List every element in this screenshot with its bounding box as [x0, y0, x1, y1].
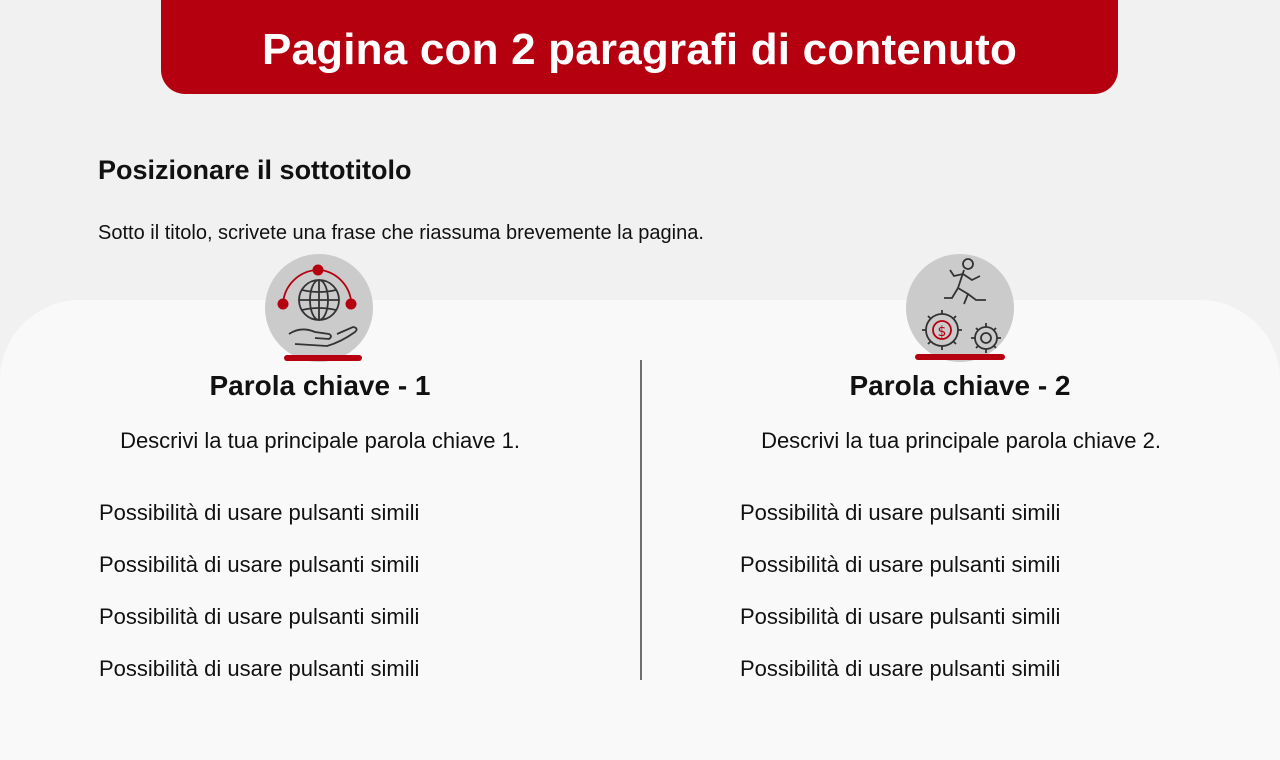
- list-item: Possibilità di usare pulsanti simili: [740, 552, 1061, 577]
- title-banner: [161, 0, 1118, 94]
- button-list-1: [99, 498, 419, 706]
- summary-text: Sotto il titolo, scrivete una frase che riassuma brevemente la pagina.: [98, 222, 704, 244]
- svg-text:$: $: [937, 324, 947, 340]
- icon-underline-1: [284, 355, 362, 361]
- column-divider: [640, 360, 642, 680]
- list-item: Possibilità di usare pulsanti simili: [740, 656, 1061, 681]
- globe-in-hand-icon: [265, 254, 373, 362]
- keyword-title-1: Parola chiave - 1: [209, 370, 431, 401]
- icon-underline-2: [915, 354, 1005, 360]
- runner-on-gears-icon-drawing: [906, 254, 1014, 362]
- keyword-description-2: Descrivi la tua principale parola chiave 2.: [761, 428, 1161, 453]
- list-item: Possibilità di usare pulsanti simili: [99, 500, 420, 525]
- runner-on-gears-icon: [906, 254, 1014, 362]
- subtitle: Posizionare il sottotitolo: [98, 155, 412, 185]
- list-item: Possibilità di usare pulsanti simili: [740, 500, 1061, 525]
- list-item: Possibilità di usare pulsanti simili: [99, 656, 420, 681]
- page-title: Pagina con 2 paragrafi di contenuto: [261, 25, 1018, 74]
- keyword-title-2: Parola chiave - 2: [849, 370, 1071, 401]
- list-item: Possibilità di usare pulsanti simili: [99, 604, 420, 629]
- keyword-description-1: Descrivi la tua principale parola chiave 1.: [120, 428, 520, 453]
- list-item: Possibilità di usare pulsanti simili: [99, 552, 420, 577]
- button-list-2: [740, 498, 1060, 706]
- list-item: Possibilità di usare pulsanti simili: [740, 604, 1061, 629]
- globe-in-hand-icon-drawing: [265, 254, 373, 362]
